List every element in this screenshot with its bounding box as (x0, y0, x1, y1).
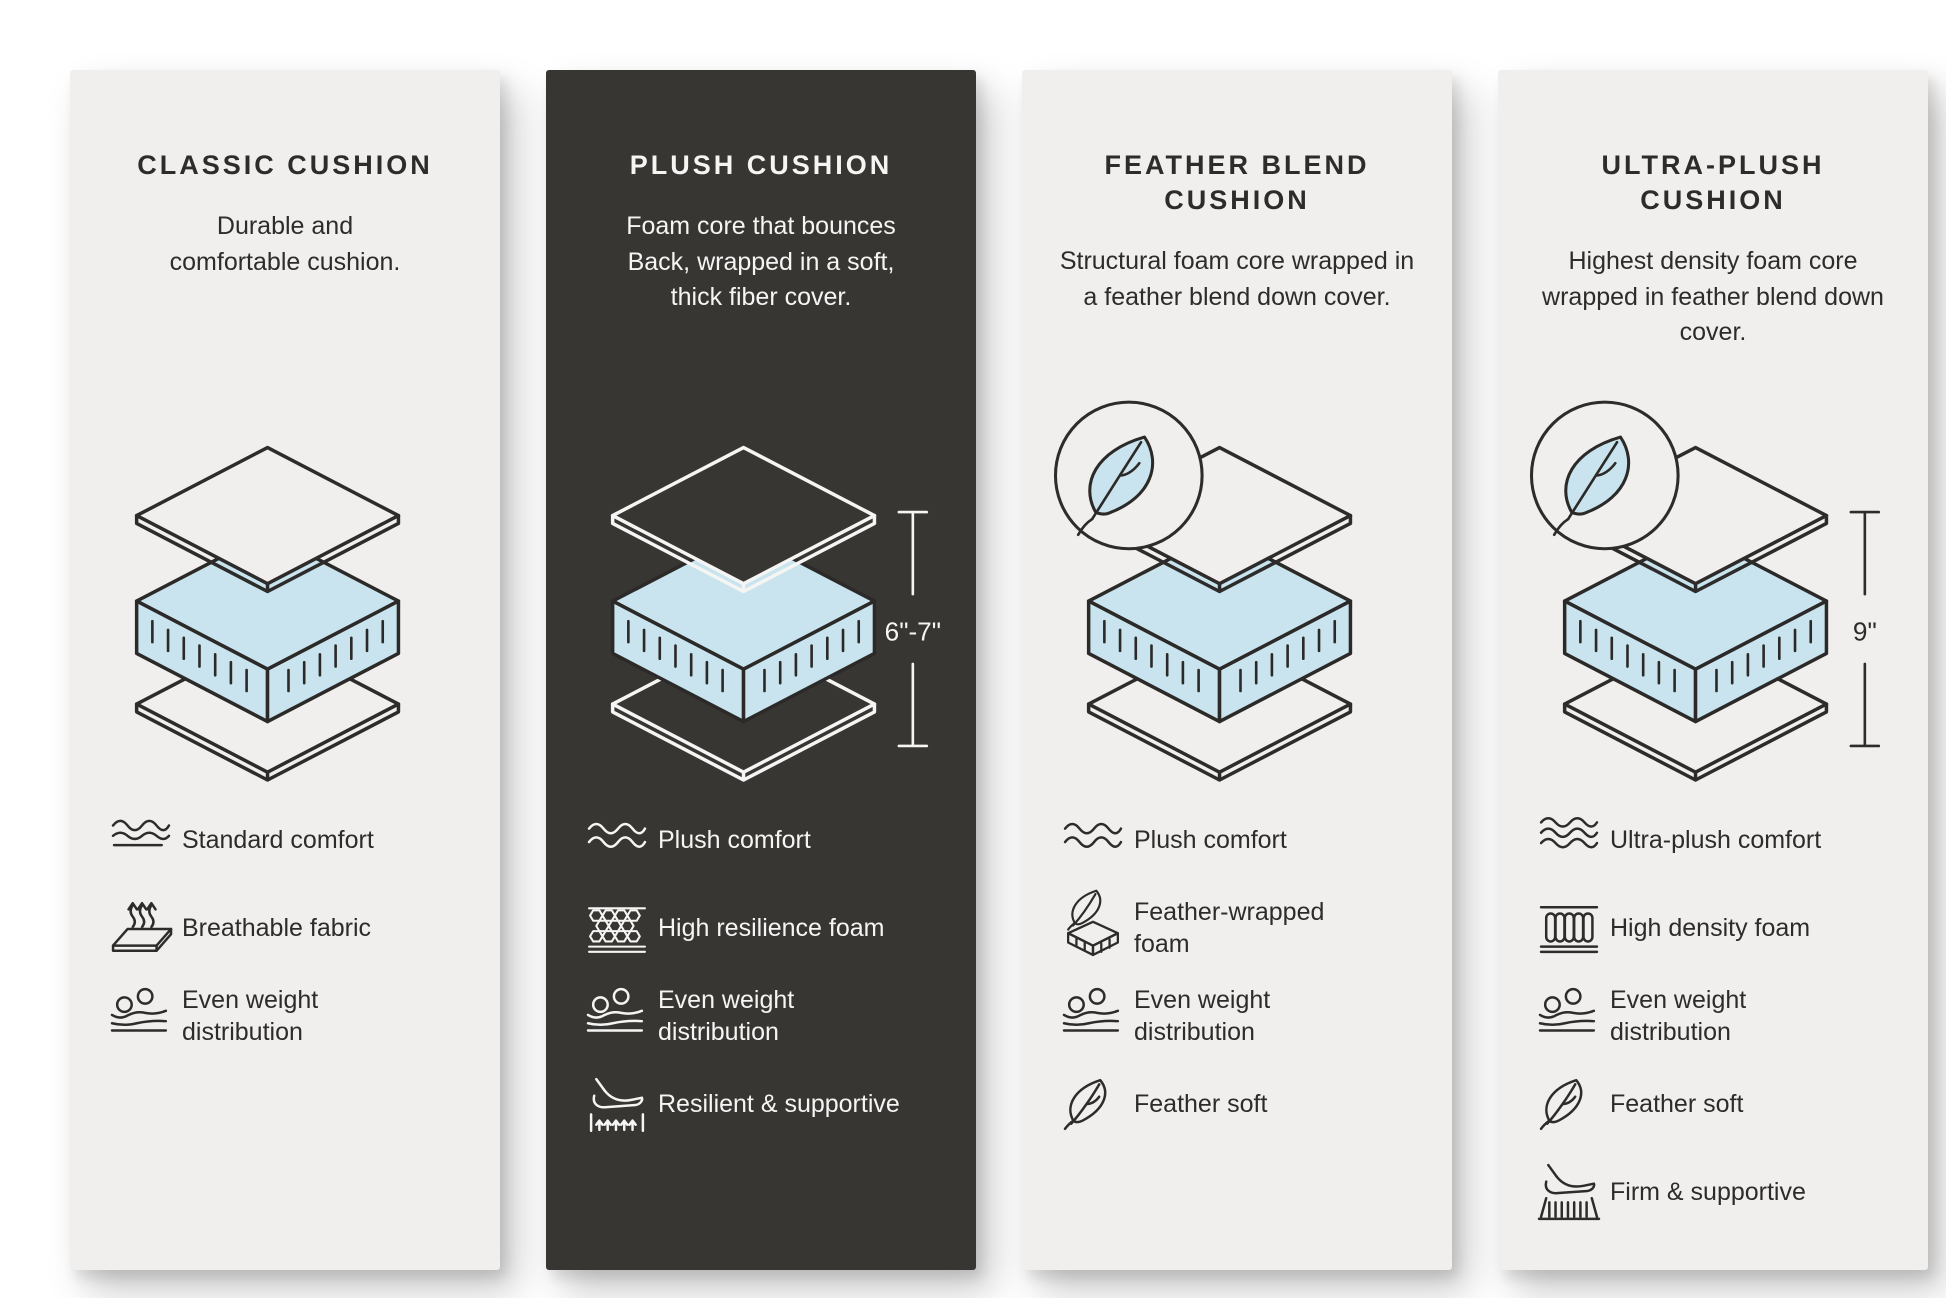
firm-support-icon (1528, 1163, 1610, 1221)
card-description: Structural foam core wrapped in a feather blend down cover. (1059, 247, 1415, 311)
feature-label: Breathable fabric (182, 914, 372, 942)
feature-list (576, 808, 946, 1136)
feature-row (1052, 808, 1422, 872)
feature-list (100, 808, 470, 1048)
cushion-layers-icon (1528, 396, 1898, 794)
feature-row (576, 1072, 946, 1136)
wave-plush-icon (1052, 811, 1134, 869)
cushion-layers-icon (100, 396, 470, 794)
even-weight-icon (576, 987, 658, 1045)
feature-label: Resilient & supportive (658, 1090, 900, 1118)
dimension-label: 9" (1852, 616, 1877, 647)
card-description: Durable and comfortable cushion. (169, 212, 401, 276)
feature-row (1528, 1072, 1898, 1136)
card-header (576, 148, 946, 386)
card-description: Highest density foam core wrapped in feather blend down cover. (1542, 247, 1884, 347)
feature-label: Even weight distribution (1134, 986, 1271, 1046)
card-header (1528, 148, 1898, 386)
cushion-illustration (576, 396, 946, 794)
wave-standard-icon (100, 811, 182, 869)
feature-label: Feather soft (1610, 1090, 1744, 1118)
even-weight-icon (1052, 987, 1134, 1045)
feature-list (1052, 808, 1422, 1136)
resilient-support-icon (576, 1075, 658, 1133)
feather-icon (1528, 1075, 1610, 1133)
card-title: PLUSH CUSHION (629, 150, 893, 180)
feature-row (1528, 1160, 1898, 1224)
feather-badge-icon (1055, 402, 1202, 549)
feature-row (1052, 984, 1422, 1048)
card-title: ULTRA-PLUSH CUSHION (1601, 150, 1825, 216)
feature-label: Feather soft (1134, 1090, 1268, 1118)
wave-plush-icon (576, 811, 658, 869)
card-header (100, 148, 470, 386)
feature-row (576, 984, 946, 1048)
breathable-icon (100, 899, 182, 957)
card-feather-blend-cushion (1022, 70, 1452, 1270)
feature-label: Plush comfort (1134, 826, 1287, 854)
feature-row (100, 984, 470, 1048)
card-description: Foam core that bounces Back, wrapped in a soft, thick fiber cover. (626, 212, 896, 312)
cushion-layers-icon (1052, 396, 1422, 794)
wave-ultra-icon (1528, 811, 1610, 869)
coil-foam-icon (1528, 899, 1610, 957)
feature-list (1528, 808, 1898, 1224)
card-ultra-plush-cushion (1498, 70, 1928, 1270)
even-weight-icon (1528, 987, 1610, 1045)
even-weight-icon (100, 987, 182, 1045)
cushion-layers-icon (576, 396, 946, 794)
feature-label: High density foam (1610, 914, 1811, 942)
feature-row (1052, 896, 1422, 960)
card-title: CLASSIC CUSHION (137, 150, 433, 180)
feature-label: Ultra-plush comfort (1610, 826, 1822, 854)
cushion-illustration (100, 396, 470, 794)
feature-label: Even weight distribution (658, 986, 795, 1046)
feature-label: Plush comfort (658, 826, 811, 854)
feature-label: Even weight distribution (1610, 986, 1747, 1046)
dimension-indicator (885, 512, 941, 746)
feature-label: Firm & supportive (1610, 1178, 1806, 1206)
feature-row (576, 808, 946, 872)
feature-row (1052, 1072, 1422, 1136)
feature-label: Even weight distribution (182, 986, 319, 1046)
feature-row (100, 896, 470, 960)
feature-label: High resilience foam (658, 914, 885, 942)
feather-icon (1052, 1075, 1134, 1133)
card-header (1052, 148, 1422, 386)
card-plush-cushion (546, 70, 976, 1270)
dimension-label: 6"-7" (884, 616, 942, 647)
feature-row (1528, 984, 1898, 1048)
cushion-illustration (1052, 396, 1422, 794)
feather-foam-icon (1052, 899, 1134, 957)
feature-row (576, 896, 946, 960)
card-classic-cushion (70, 70, 500, 1270)
feature-label: Standard comfort (182, 826, 374, 854)
feature-row (1528, 808, 1898, 872)
card-title: FEATHER BLEND CUSHION (1104, 150, 1370, 216)
feature-row (100, 808, 470, 872)
honeycomb-foam-icon (576, 899, 658, 957)
cushion-illustration (1528, 396, 1898, 794)
dimension-indicator (1851, 512, 1879, 746)
feature-row (1528, 896, 1898, 960)
feather-badge-icon (1531, 402, 1678, 549)
feature-label: Feather-wrapped foam (1134, 898, 1325, 958)
